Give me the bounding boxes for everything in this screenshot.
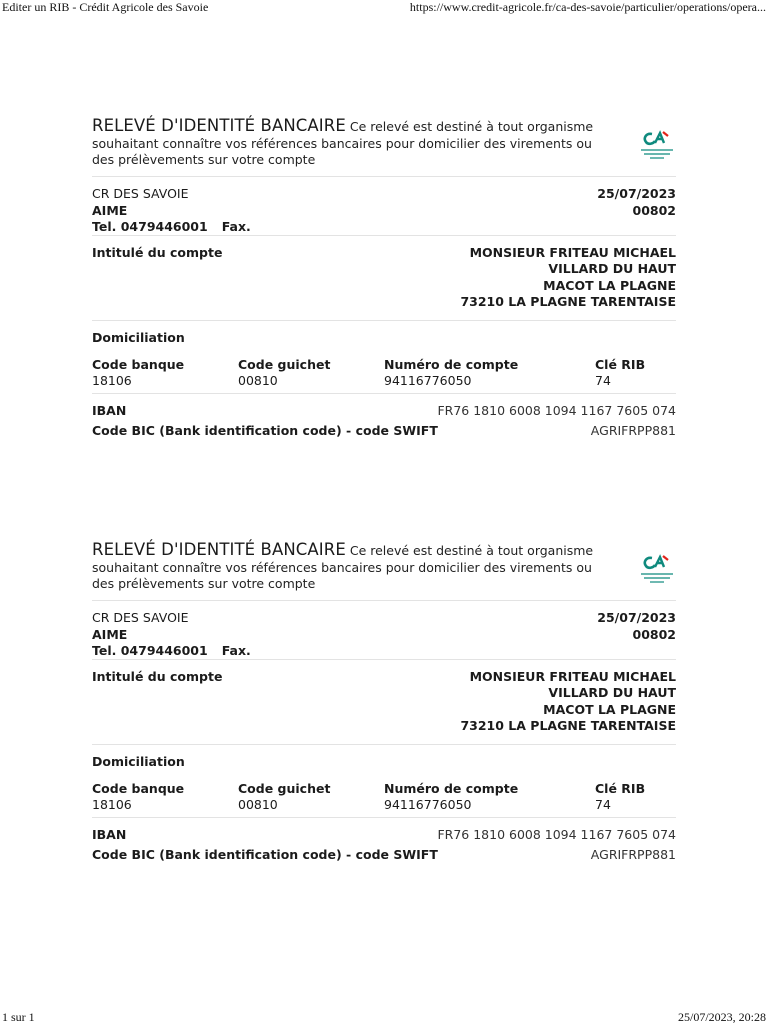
cle-rib: Clé RIB 74 [595, 781, 646, 812]
domiciliation-label: Domiciliation [92, 754, 185, 769]
agency-tel: Tel. 0479446001 [92, 219, 208, 234]
holder-line: VILLARD DU HAUT [548, 261, 676, 277]
bic-row [92, 846, 676, 868]
rib-description: Ce relevé est destiné à tout organisme souhaitant connaître vos références bancaires pour domicilier des virements ou des prélèvements sur votre compte [92, 543, 594, 591]
bic-value: AGRIFRPP881 [590, 423, 676, 438]
rib-date: 25/07/2023 [597, 186, 676, 201]
agency-branch: AIME [92, 626, 128, 642]
numero-compte: Numéro de compte 94116776050 [384, 781, 519, 812]
bic-value: AGRIFRPP881 [590, 847, 676, 862]
holder-label: Intitulé du compte [92, 669, 223, 684]
agency-code: 00802 [632, 202, 676, 218]
iban-label: IBAN [92, 827, 127, 842]
numero-compte: Numéro de compte 94116776050 [384, 357, 519, 388]
iban-value: FR76 1810 6008 1094 1167 7605 074 [437, 827, 676, 842]
holder-line: MONSIEUR FRITEAU MICHAEL [469, 669, 676, 684]
print-header [0, 0, 768, 16]
domiciliation-label: Domiciliation [92, 330, 185, 345]
code-guichet: Code guichet 00810 [238, 357, 331, 388]
agency-section [92, 601, 676, 659]
iban-row [92, 818, 676, 840]
iban-value: FR76 1810 6008 1094 1167 7605 074 [437, 403, 676, 418]
holder-line: 73210 LA PLAGNE TARENTAISE [460, 717, 676, 733]
rib-card-2 [92, 542, 676, 868]
bank-codes-row [92, 350, 676, 393]
print-datetime: 25/07/2023, 20:28 [677, 1010, 766, 1024]
rib-card-1 [92, 118, 676, 444]
agency-branch: AIME [92, 202, 128, 218]
credit-agricole-logo-icon [638, 554, 676, 584]
holder-line: VILLARD DU HAUT [548, 685, 676, 701]
rib-title: RELEVÉ D'IDENTITÉ BANCAIRE [92, 116, 346, 135]
account-holder-section [92, 236, 676, 320]
page-number: 1 sur 1 [2, 1010, 35, 1024]
code-banque: Code banque 18106 [92, 357, 185, 388]
code-guichet: Code guichet 00810 [238, 781, 331, 812]
agency-fax: Fax. [221, 219, 251, 234]
bic-row [92, 422, 676, 444]
agency-code: 00802 [632, 626, 676, 642]
rib-title: RELEVÉ D'IDENTITÉ BANCAIRE [92, 540, 346, 559]
bic-label: Code BIC (Bank identification code) - code SWIFT [92, 423, 438, 438]
holder-line: MACOT LA PLAGNE [543, 701, 676, 717]
agency-fax: Fax. [221, 643, 251, 658]
account-holder-section [92, 660, 676, 744]
agency-section [92, 177, 676, 235]
iban-row [92, 394, 676, 416]
holder-line: 73210 LA PLAGNE TARENTAISE [460, 293, 676, 309]
bank-codes-row [92, 774, 676, 817]
print-url: https://www.credit-agricole.fr/ca-des-savoie/particulier/operations/opera... [409, 0, 766, 14]
rib-header [92, 542, 676, 600]
agency-tel: Tel. 0479446001 [92, 643, 208, 658]
print-page-title: Editer un RIB - Crédit Agricole des Savoie [2, 0, 209, 14]
credit-agricole-logo-icon [638, 130, 676, 160]
iban-label: IBAN [92, 403, 127, 418]
cle-rib: Clé RIB 74 [595, 357, 646, 388]
agency-name: CR DES SAVOIE [92, 610, 189, 625]
rib-date: 25/07/2023 [597, 610, 676, 625]
holder-line: MACOT LA PLAGNE [543, 277, 676, 293]
code-banque: Code banque 18106 [92, 781, 185, 812]
rib-description: Ce relevé est destiné à tout organisme souhaitant connaître vos références bancaires pour domicilier des virements ou des prélèvements sur votre compte [92, 119, 594, 167]
rib-header [92, 118, 676, 176]
holder-line: MONSIEUR FRITEAU MICHAEL [469, 245, 676, 260]
holder-label: Intitulé du compte [92, 245, 223, 260]
bic-label: Code BIC (Bank identification code) - code SWIFT [92, 847, 438, 862]
agency-name: CR DES SAVOIE [92, 186, 189, 201]
